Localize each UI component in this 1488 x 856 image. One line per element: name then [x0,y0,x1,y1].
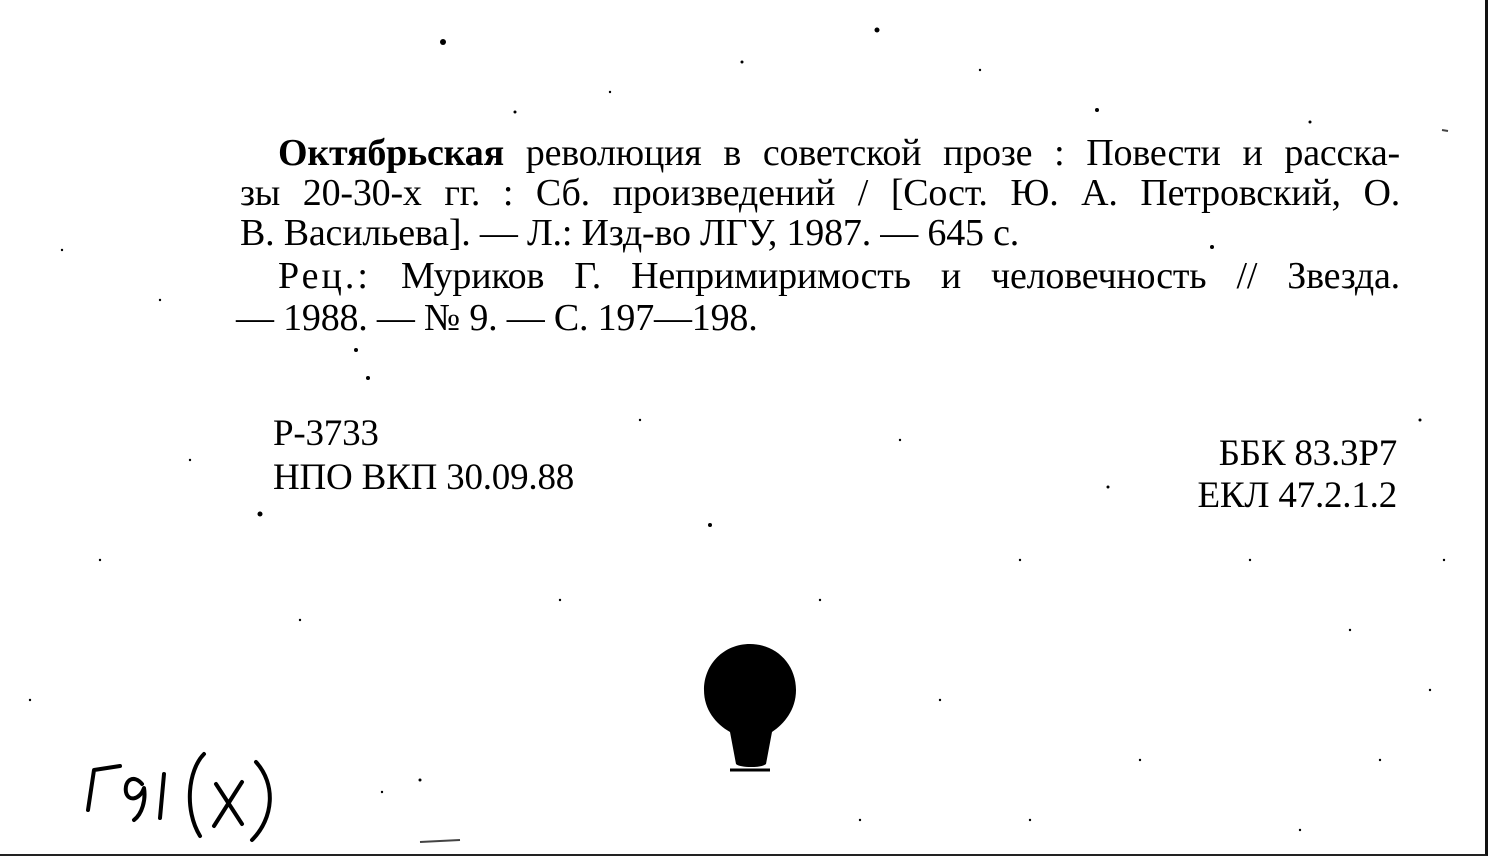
handwritten-shelf-mark [80,740,290,850]
review-line-2: — 1988. — № 9. — С. 197—198. [236,297,758,339]
review-text: Муриков Г. Непримиримость и человечность // Звезда. [400,255,1400,297]
citation-title-rest: революция в советской прозе : Повести и расска- [525,132,1400,174]
ekl-code: ЕКЛ 47.2.1.2 [1197,475,1397,516]
catalog-code: Р-3733 [273,413,379,454]
review-line-1 [278,256,1400,296]
citation-line-2: зы 20-30-х гг. : Сб. произведений / [Сост. Ю. А. Петровский, О. [240,172,1400,214]
citation-line-3: В. Васильева]. — Л.: Изд-во ЛГУ, 1987. — 645 с. [240,212,1020,254]
punch-hole [700,640,800,780]
citation-line-1 [278,133,1400,173]
catalog-org-date: НПО ВКП 30.09.88 [273,457,575,498]
review-label: Рец.: [278,255,371,297]
bbk-code: ББК 83.3Р7 [1218,433,1397,474]
citation-title-bold: Октябрьская [278,132,504,174]
